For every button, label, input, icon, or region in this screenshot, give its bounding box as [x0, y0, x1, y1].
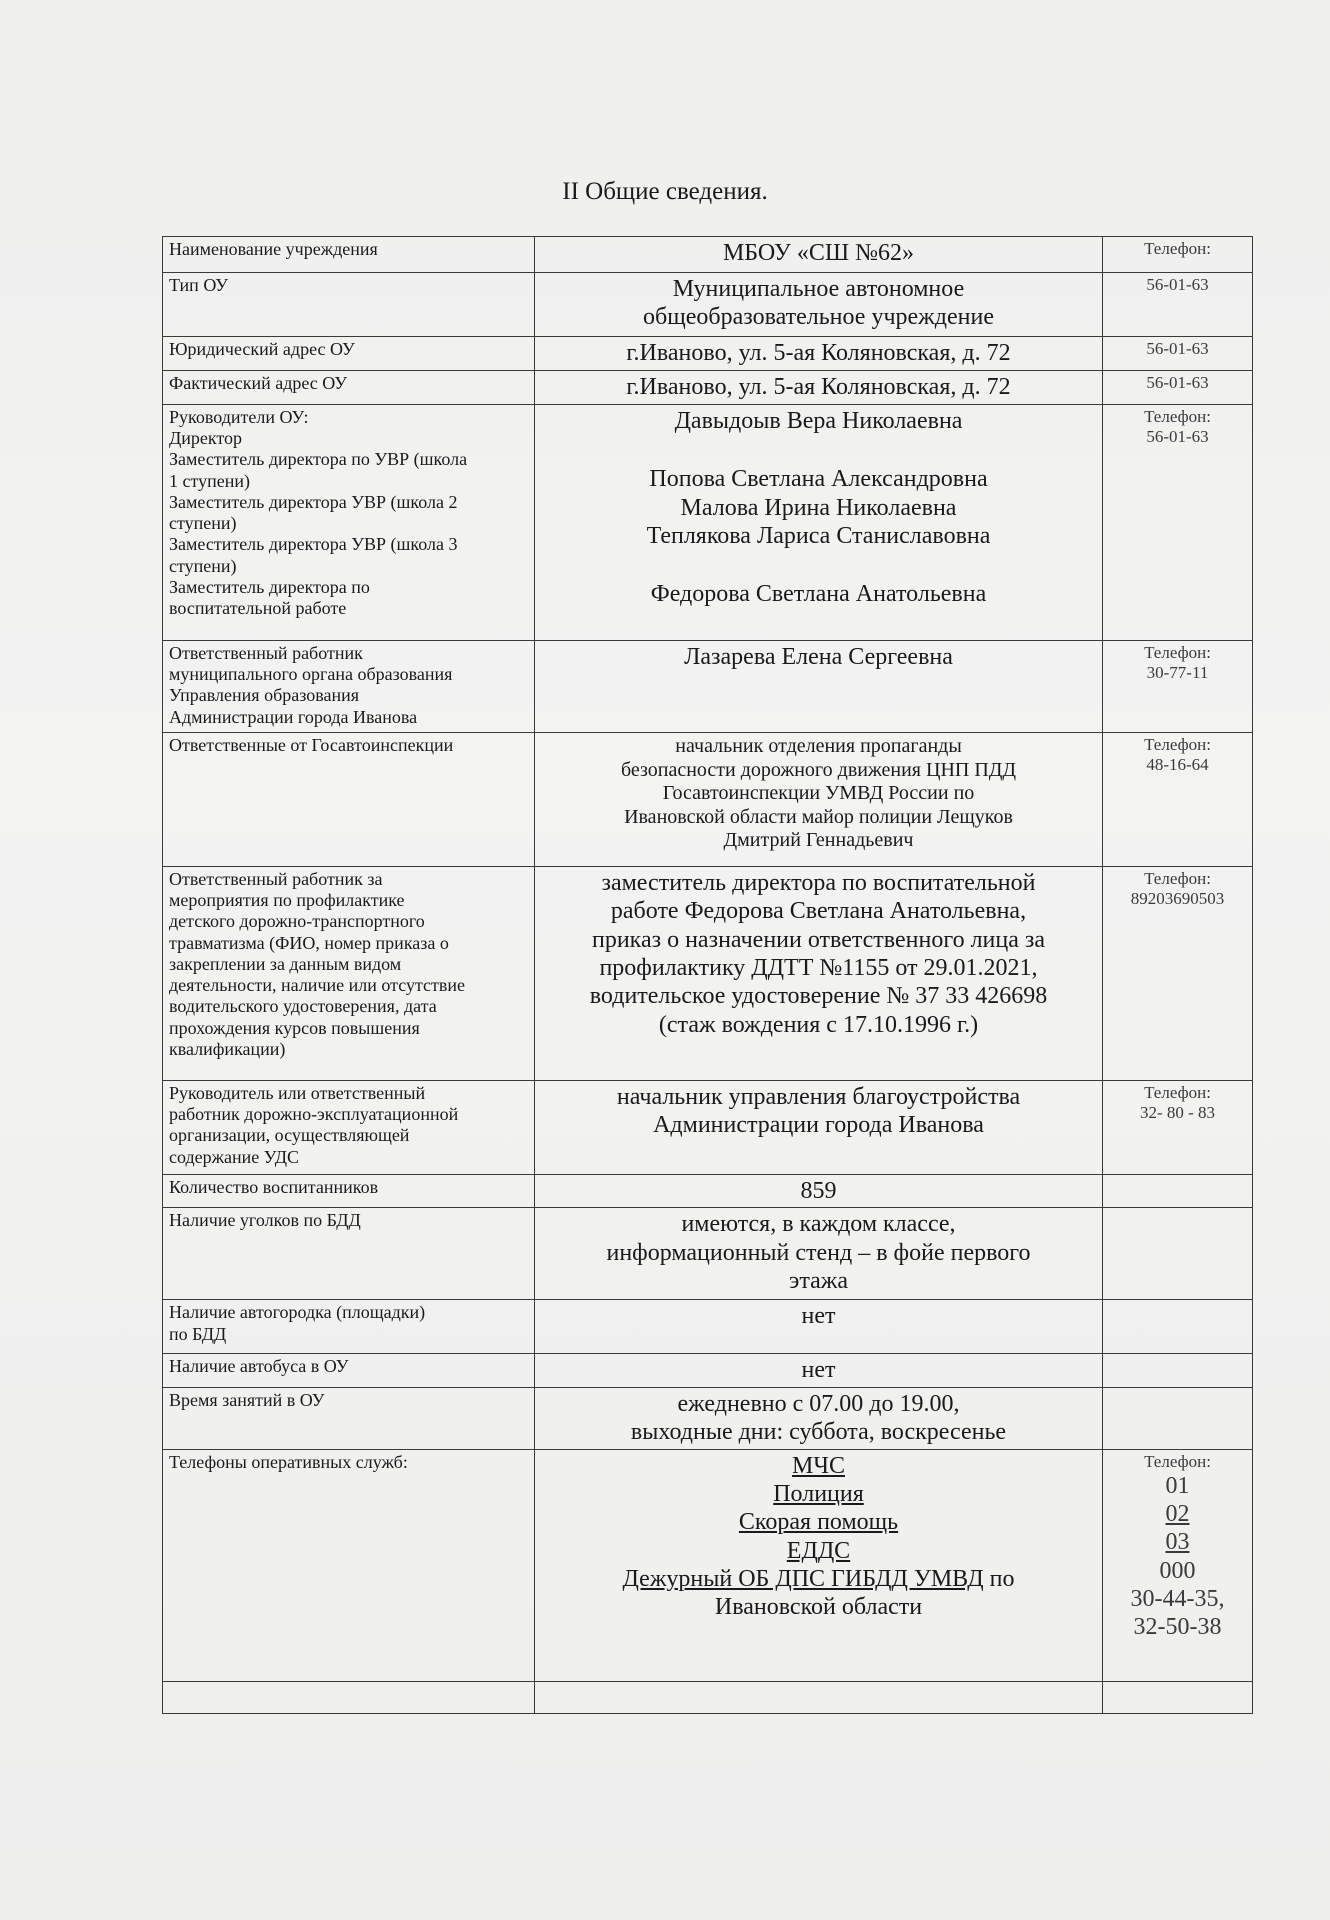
- phone-label: Телефон:: [1103, 237, 1253, 273]
- table-row-legal-address: [163, 337, 1253, 371]
- value-gai: начальник отделения пропаганды безопасности дорожного движения ЦНП ПДД Госавтоинспекции УМВД России по Ивановской области майор полиции Лещуков Дмитрий Геннадьевич: [535, 733, 1103, 867]
- value-institution-name: МБОУ «СШ №62»: [535, 237, 1103, 273]
- value-actual-address: г.Иваново, ул. 5-ая Коляновская, д. 72: [535, 371, 1103, 405]
- table-row-municipal: [163, 641, 1253, 733]
- value-ddtt: заместитель директора по воспитательной работе Федорова Светлана Анатольевна, приказ о назначении ответственного лица за профилактику ДДТТ №1155 от 29.01.2021, водительское удостоверение № 37 33 426698 (стаж вождения с 17.10.1996 г.): [535, 867, 1103, 1081]
- table-row-emergency: [163, 1449, 1253, 1681]
- label-hours: Время занятий в ОУ: [163, 1387, 535, 1449]
- phone-emergency: Телефон: 01 02 03 000 30-44-35, 32-50-38: [1103, 1449, 1253, 1681]
- phone-corners-empty: [1103, 1208, 1253, 1300]
- table-row-corners: [163, 1208, 1253, 1300]
- label-corners: Наличие уголков по БДД: [163, 1208, 535, 1300]
- label-municipal: Ответственный работник муниципального органа образования Управления образования Администрации города Иванова: [163, 641, 535, 733]
- phone-ddtt: Телефон: 89203690503: [1103, 867, 1253, 1081]
- value-pupils: 859: [535, 1175, 1103, 1208]
- phone-municipal: Телефон: 30-77-11: [1103, 641, 1253, 733]
- table-row-uds: [163, 1081, 1253, 1175]
- label-autotown: Наличие автогородка (площадки) по БДД: [163, 1300, 535, 1354]
- table-row-heads: [163, 405, 1253, 641]
- value-bus: нет: [535, 1354, 1103, 1387]
- service-edds: ЕДДС: [786, 1537, 851, 1564]
- value-autotown: нет: [535, 1300, 1103, 1354]
- label-legal-address: Юридический адрес ОУ: [163, 337, 535, 371]
- table-row-actual-address: [163, 371, 1253, 405]
- empty-cell: [163, 1681, 535, 1713]
- value-legal-address: г.Иваново, ул. 5-ая Коляновская, д. 72: [535, 337, 1103, 371]
- label-pupils: Количество воспитанников: [163, 1175, 535, 1208]
- empty-cell: [535, 1681, 1103, 1713]
- label-institution-name: Наименование учреждения: [163, 237, 535, 273]
- table-row-type: [163, 273, 1253, 337]
- phone-gai: Телефон: 48-16-64: [1103, 733, 1253, 867]
- value-corners: имеются, в каждом классе, информационный стенд – в фойе первого этажа: [535, 1208, 1103, 1300]
- label-type: Тип ОУ: [163, 273, 535, 337]
- service-police: Полиция: [773, 1480, 864, 1507]
- phone-type: 56-01-63: [1103, 273, 1253, 337]
- service-dps: Дежурный ОБ ДПС ГИБДД УМВД по: [622, 1565, 1015, 1592]
- label-emergency: Телефоны оперативных служб:: [163, 1449, 535, 1681]
- table-row-autotown: [163, 1300, 1253, 1354]
- phone-pupils-empty: [1103, 1175, 1253, 1208]
- value-municipal: Лазарева Елена Сергеевна: [535, 641, 1103, 733]
- phone-actual-address: 56-01-63: [1103, 371, 1253, 405]
- value-emergency-services: [535, 1449, 1103, 1681]
- general-info-table: [162, 236, 1253, 1714]
- label-ddtt: Ответственный работник за мероприятия по профилактике детского дорожно-транспортного травматизма (ФИО, номер приказа о закреплении за данным видом деятельности, наличие или отсутствие водительского удостоверения, дата прохождения курсов повышения квалификации): [163, 867, 535, 1081]
- phone-autotown-empty: [1103, 1300, 1253, 1354]
- empty-cell: [1103, 1681, 1253, 1713]
- table-row-gai: [163, 733, 1253, 867]
- table-row-name: [163, 237, 1253, 273]
- label-actual-address: Фактический адрес ОУ: [163, 371, 535, 405]
- service-mchs: МЧС: [792, 1452, 845, 1479]
- phone-heads: Телефон: 56-01-63: [1103, 405, 1253, 641]
- table-row-ddtt: [163, 867, 1253, 1081]
- label-bus: Наличие автобуса в ОУ: [163, 1354, 535, 1387]
- page-title: II Общие сведения.: [562, 178, 768, 205]
- label-heads: Руководители ОУ: Директор Заместитель директора по УВР (школа 1 ступени) Заместитель директора УВР (школа 2 ступени) Заместитель директора УВР (школа 3 ступени) Заместитель директора по воспитательной работе: [163, 405, 535, 641]
- table-row-pupils: [163, 1175, 1253, 1208]
- phone-hours-empty: [1103, 1387, 1253, 1449]
- value-heads: Давыдоыв Вера Николаевна Попова Светлана Александровна Малова Ирина Николаевна Теплякова Лариса Станиславовна Федорова Светлана Анатольевна: [535, 405, 1103, 641]
- label-gai: Ответственные от Госавтоинспекции: [163, 733, 535, 867]
- phone-bus-empty: [1103, 1354, 1253, 1387]
- label-uds: Руководитель или ответственный работник дорожно-эксплуатационной организации, осуществляющей содержание УДС: [163, 1081, 535, 1175]
- value-hours: ежедневно с 07.00 до 19.00, выходные дни: суббота, воскресенье: [535, 1387, 1103, 1449]
- value-uds: начальник управления благоустройства Администрации города Иванова: [535, 1081, 1103, 1175]
- service-ambulance: Скорая помощь: [738, 1509, 899, 1536]
- service-dps-region: Ивановской области: [714, 1594, 923, 1621]
- table-row-hours: [163, 1387, 1253, 1449]
- phone-legal-address: 56-01-63: [1103, 337, 1253, 371]
- table-row-bus: [163, 1354, 1253, 1387]
- table-row-empty: [163, 1681, 1253, 1713]
- phone-uds: Телефон: 32- 80 - 83: [1103, 1081, 1253, 1175]
- value-type: Муниципальное автономное общеобразовательное учреждение: [535, 273, 1103, 337]
